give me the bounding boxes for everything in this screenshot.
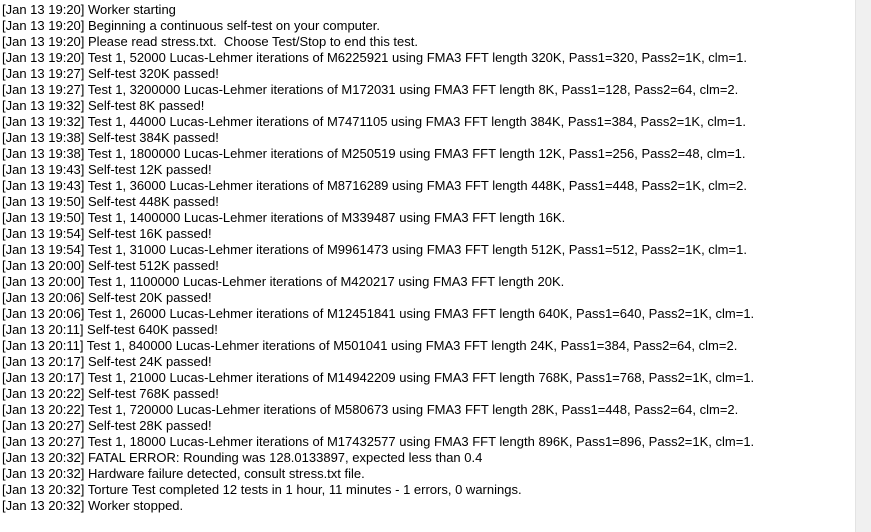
log-line: [Jan 13 20:32] FATAL ERROR: Rounding was 128.0133897, expected less than 0.4 [2, 450, 483, 465]
log-line: [Jan 13 19:38] Self-test 384K passed! [2, 130, 219, 145]
log-line: [Jan 13 19:32] Self-test 8K passed! [2, 98, 205, 113]
log-line: [Jan 13 20:06] Self-test 20K passed! [2, 290, 212, 305]
log-line: [Jan 13 20:11] Self-test 640K passed! [2, 322, 218, 337]
log-line: [Jan 13 19:20] Beginning a continuous self-test on your computer. [2, 18, 380, 33]
log-line: [Jan 13 19:27] Test 1, 3200000 Lucas-Lehmer iterations of M172031 using FMA3 FFT length 8K, Pass1=128, Pass2=64, clm=2. [2, 82, 739, 97]
log-line: [Jan 13 19:20] Test 1, 52000 Lucas-Lehmer iterations of M6225921 using FMA3 FFT length 320K, Pass1=320, Pass2=1K, clm=1. [2, 50, 747, 65]
log-line: [Jan 13 19:43] Self-test 12K passed! [2, 162, 212, 177]
log-line: [Jan 13 20:17] Test 1, 21000 Lucas-Lehmer iterations of M14942209 using FMA3 FFT length 768K, Pass1=768, Pass2=1K, clm=1. [2, 370, 755, 385]
log-line: [Jan 13 19:38] Test 1, 1800000 Lucas-Lehmer iterations of M250519 using FMA3 FFT length 12K, Pass1=256, Pass2=48, clm=1. [2, 146, 746, 161]
log-line: [Jan 13 20:32] Worker stopped. [2, 498, 184, 513]
log-line: [Jan 13 20:32] Torture Test completed 12 tests in 1 hour, 11 minutes - 1 errors, 0 warnings. [2, 482, 522, 497]
log-line: [Jan 13 20:22] Test 1, 720000 Lucas-Lehmer iterations of M580673 using FMA3 FFT length 28K, Pass1=448, Pass2=64, clm=2. [2, 402, 739, 417]
log-line: [Jan 13 19:54] Self-test 16K passed! [2, 226, 212, 241]
log-line: [Jan 13 20:22] Self-test 768K passed! [2, 386, 219, 401]
log-line: [Jan 13 19:27] Self-test 320K passed! [2, 66, 219, 81]
log-line: [Jan 13 19:50] Self-test 448K passed! [2, 194, 219, 209]
log-line: [Jan 13 19:20] Worker starting [2, 2, 176, 17]
log-line: [Jan 13 20:00] Test 1, 1100000 Lucas-Lehmer iterations of M420217 using FMA3 FFT length 20K. [2, 274, 565, 289]
log-line: [Jan 13 20:11] Test 1, 840000 Lucas-Lehmer iterations of M501041 using FMA3 FFT length 24K, Pass1=384, Pass2=64, clm=2. [2, 338, 738, 353]
log-line: [Jan 13 19:20] Please read stress.txt. Choose Test/Stop to end this test. [2, 34, 418, 49]
log-line: [Jan 13 19:32] Test 1, 44000 Lucas-Lehmer iterations of M7471105 using FMA3 FFT length 384K, Pass1=384, Pass2=1K, clm=1. [2, 114, 746, 129]
vertical-scrollbar[interactable] [855, 0, 871, 532]
log-line: [Jan 13 19:54] Test 1, 31000 Lucas-Lehmer iterations of M9961473 using FMA3 FFT length 512K, Pass1=512, Pass2=1K, clm=1. [2, 242, 747, 257]
log-line: [Jan 13 20:27] Test 1, 18000 Lucas-Lehmer iterations of M17432577 using FMA3 FFT length 896K, Pass1=896, Pass2=1K, clm=1. [2, 434, 755, 449]
log-line: [Jan 13 20:27] Self-test 28K passed! [2, 418, 212, 433]
log-line: [Jan 13 20:00] Self-test 512K passed! [2, 258, 219, 273]
log-line: [Jan 13 20:32] Hardware failure detected, consult stress.txt file. [2, 466, 365, 481]
log-line: [Jan 13 19:50] Test 1, 1400000 Lucas-Lehmer iterations of M339487 using FMA3 FFT length 16K. [2, 210, 566, 225]
log-line: [Jan 13 19:43] Test 1, 36000 Lucas-Lehmer iterations of M8716289 using FMA3 FFT length 448K, Pass1=448, Pass2=1K, clm=2. [2, 178, 747, 193]
log-line: [Jan 13 20:17] Self-test 24K passed! [2, 354, 212, 369]
log-line: [Jan 13 20:06] Test 1, 26000 Lucas-Lehmer iterations of M12451841 using FMA3 FFT length 640K, Pass1=640, Pass2=1K, clm=1. [2, 306, 755, 321]
